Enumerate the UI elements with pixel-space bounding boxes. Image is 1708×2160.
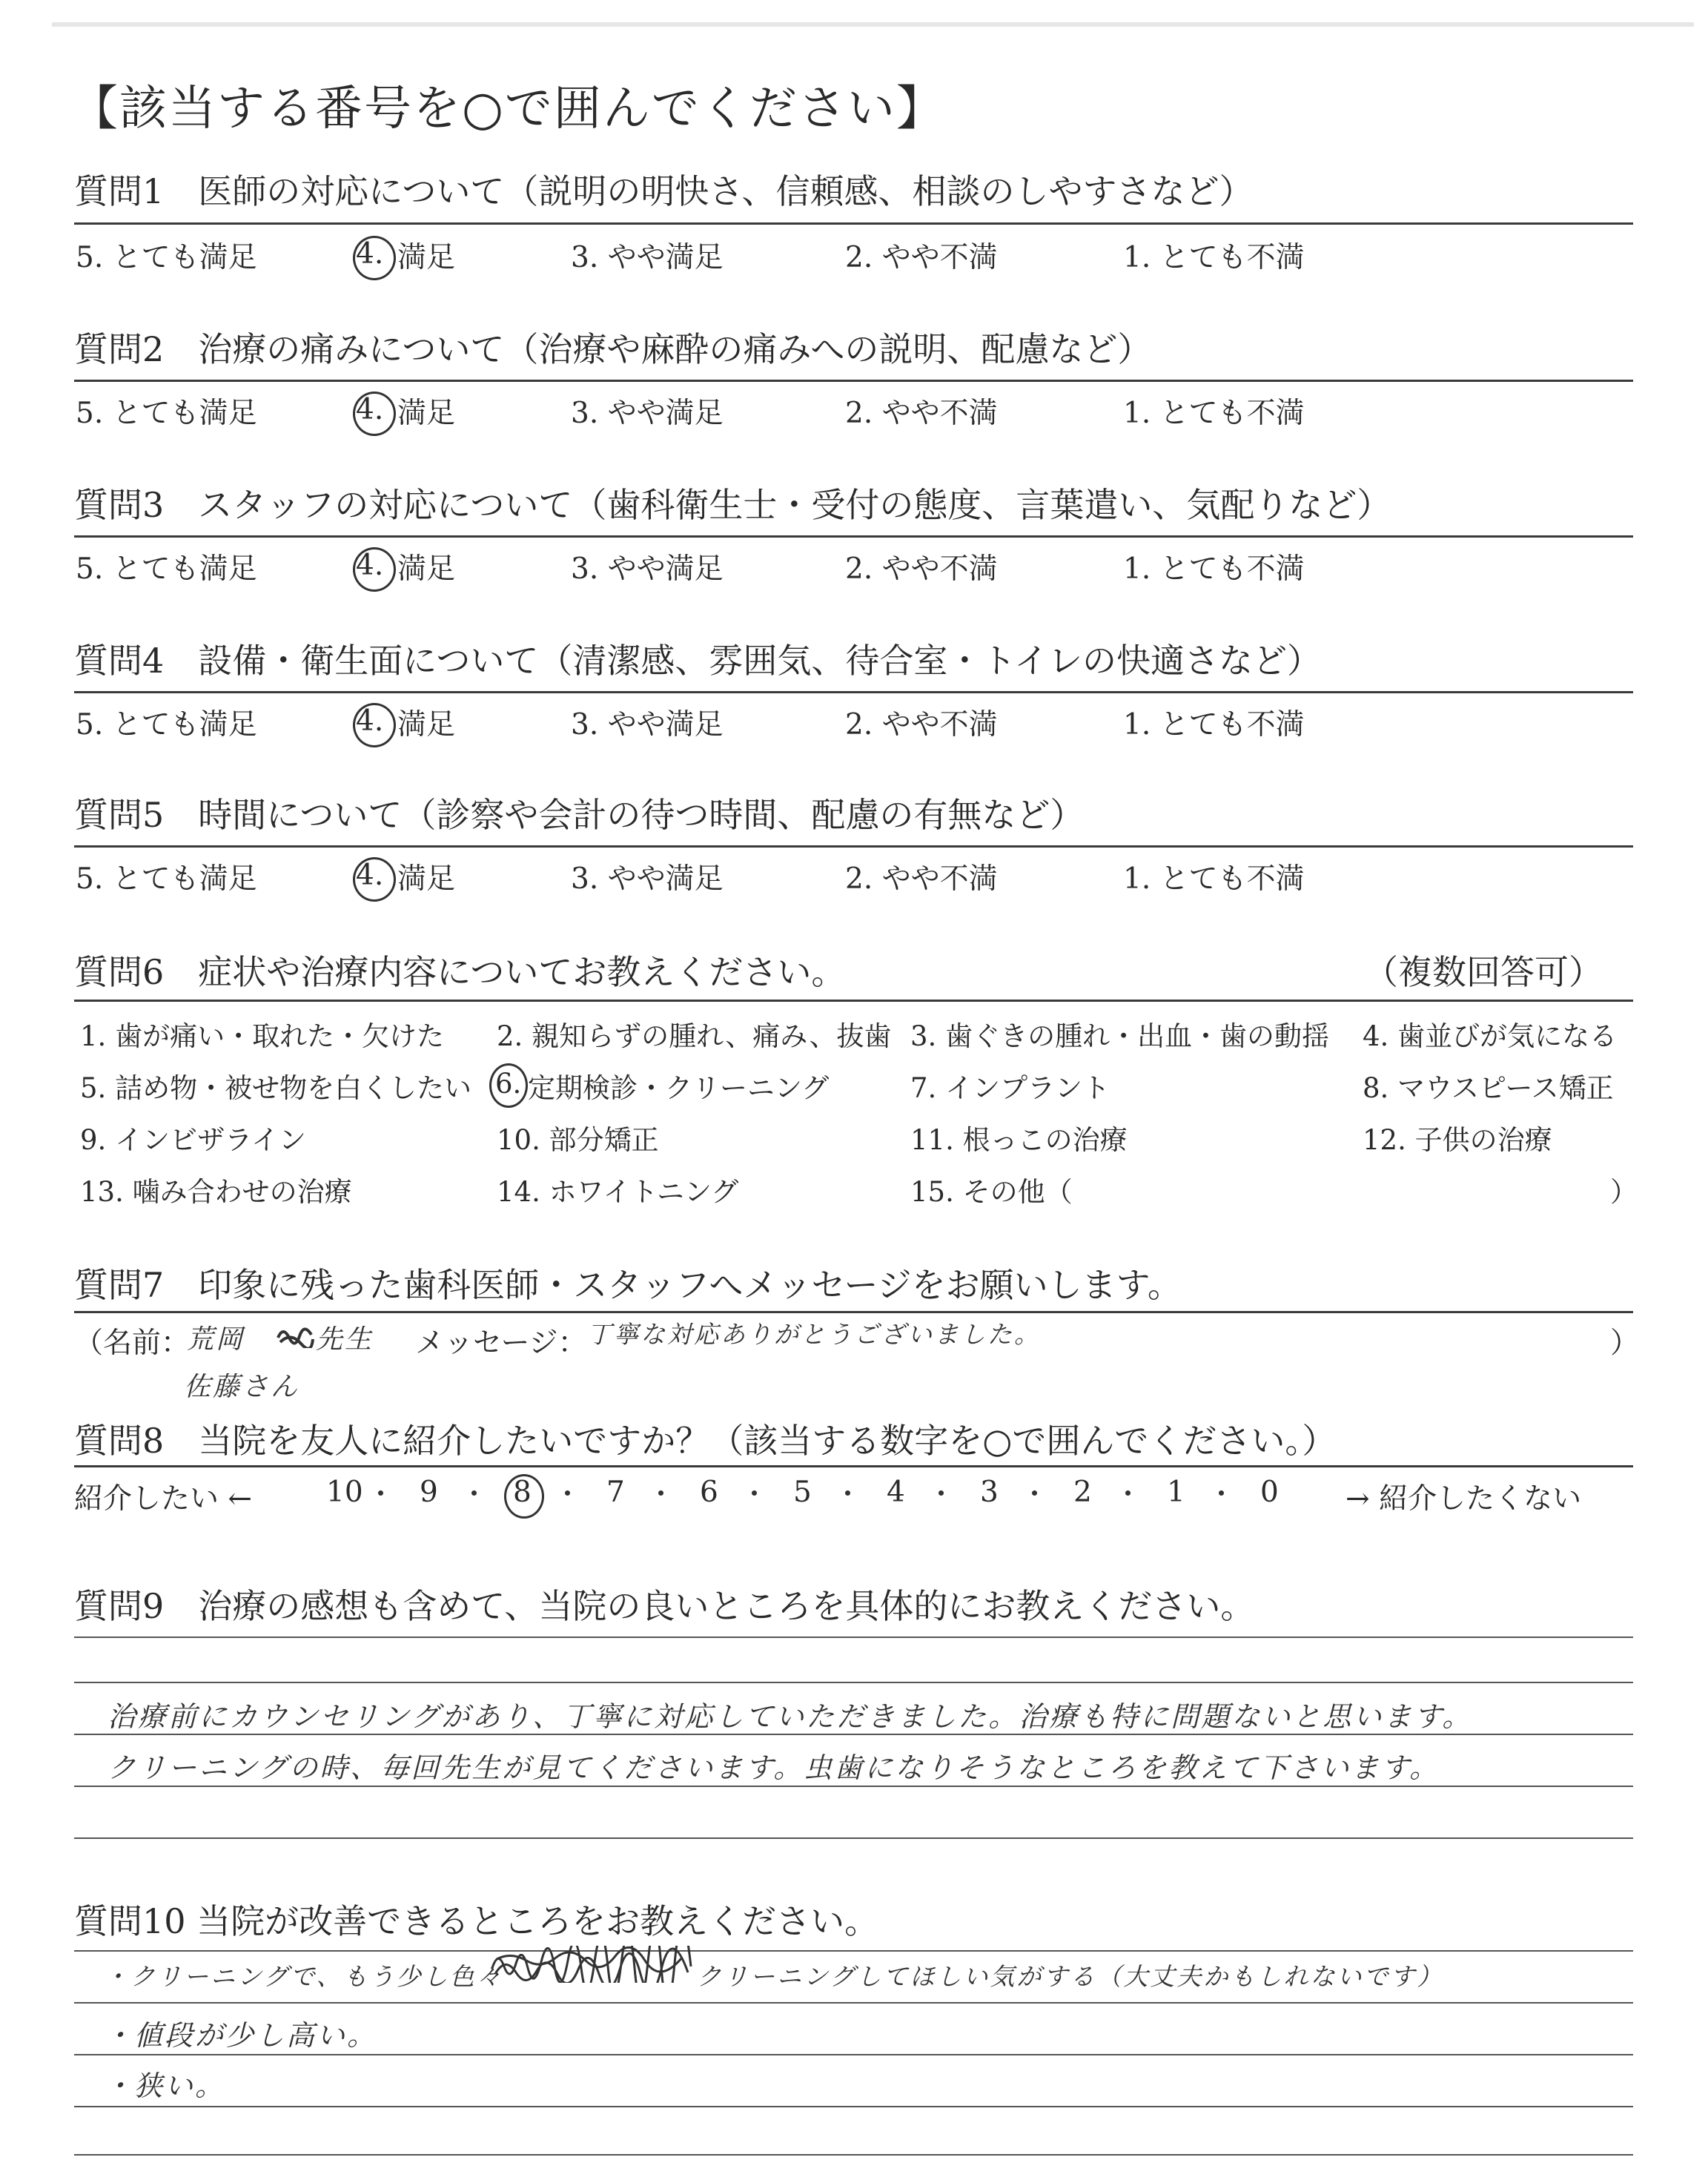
option-3: 3. やや満足 xyxy=(571,552,724,586)
scale-separator-dot xyxy=(845,1490,850,1496)
option-4-label: 満足 xyxy=(397,552,456,586)
q10-answer-line-2: ・値段が少し高い。 xyxy=(104,2019,378,2052)
option-4-number[interactable]: 4. xyxy=(356,237,384,271)
selection-circle xyxy=(353,703,396,747)
option-2: 2. やや不満 xyxy=(845,862,998,896)
rule xyxy=(74,691,1633,693)
option-4-number[interactable]: 4. xyxy=(356,704,384,738)
option-5: 5. とても満足 xyxy=(76,397,257,430)
q6-item-14: 14. ホワイトニング xyxy=(497,1176,739,1208)
question-3: 質問3 スタッフの対応について（歯科衛生士・受付の態度、言葉遣い、気配りなど） xyxy=(74,485,1391,525)
option-2: 2. やや不満 xyxy=(845,241,998,274)
option-4-label: 満足 xyxy=(397,862,456,896)
q6-item-1: 1. 歯が痛い・取れた・欠けた xyxy=(80,1020,445,1052)
scale-right-label: → 紹介したくない xyxy=(1345,1482,1582,1516)
q6-item-5: 5. 詰め物・被せ物を白くしたい xyxy=(80,1072,472,1104)
question-1: 質問1 医師の対応について（説明の明快さ、信頼感、相談のしやすさなど） xyxy=(74,171,1254,211)
rule xyxy=(74,380,1633,382)
page-title: 【該当する番号を○で囲んでください】 xyxy=(70,82,945,136)
message-label: メッセージ： xyxy=(415,1327,587,1360)
q6-item-9: 9. インビザライン xyxy=(80,1124,306,1156)
option-4-number[interactable]: 4. xyxy=(356,859,384,892)
option-4-label: 満足 xyxy=(397,241,456,274)
scale-separator-dot xyxy=(471,1490,477,1496)
selection-circle xyxy=(504,1474,544,1519)
question-6-note: （複数回答可） xyxy=(1364,952,1603,992)
option-4-number[interactable]: 4. xyxy=(356,549,384,582)
q6-item-7: 7. インプラント xyxy=(910,1072,1110,1104)
q6-item-11: 11. 根っこの治療 xyxy=(910,1124,1128,1156)
option-1: 1. とても不満 xyxy=(1123,241,1305,274)
question-7: 質問7 印象に残った歯科医師・スタッフへメッセージをお願いします。 xyxy=(74,1265,1182,1305)
option-5: 5. とても満足 xyxy=(76,708,257,742)
scale-left-label: 紹介したい ← xyxy=(74,1482,253,1516)
option-3: 3. やや満足 xyxy=(571,708,724,742)
scale-separator-dot xyxy=(378,1490,383,1496)
q6-item-4: 4. 歯並びが気になる xyxy=(1363,1020,1618,1052)
scale-number[interactable]: 4 xyxy=(887,1476,905,1509)
rule xyxy=(74,1636,1633,1638)
scale-number[interactable]: 10 xyxy=(326,1476,363,1509)
option-3: 3. やや満足 xyxy=(571,862,724,896)
option-1: 1. とても不満 xyxy=(1123,552,1305,586)
scale-separator-dot xyxy=(658,1490,663,1496)
option-2: 2. やや不満 xyxy=(845,552,998,586)
rule xyxy=(74,2154,1633,2156)
question-8: 質問8 当院を友人に紹介したいですか？（該当する数字を○で囲んでください。） xyxy=(74,1421,1337,1461)
scale-separator-dot xyxy=(1219,1490,1224,1496)
rule xyxy=(74,1000,1633,1002)
scale-separator-dot xyxy=(752,1490,757,1496)
option-3: 3. やや満足 xyxy=(571,241,724,274)
option-1: 1. とても不満 xyxy=(1123,397,1305,430)
rule xyxy=(74,1682,1633,1683)
rule xyxy=(74,535,1633,538)
rule xyxy=(74,1786,1633,1787)
scale-separator-dot xyxy=(1125,1490,1131,1496)
question-4: 質問4 設備・衛生面について（清潔感、雰囲気、待合室・トイレの快適さなど） xyxy=(74,641,1322,681)
rule xyxy=(74,1837,1633,1839)
q6-item-13: 13. 噛み合わせの治療 xyxy=(80,1176,352,1208)
scale-number[interactable]: 6 xyxy=(700,1476,718,1509)
rule xyxy=(74,222,1633,225)
q6-item-15-close: ） xyxy=(1610,1176,1638,1208)
scale-number[interactable]: 1 xyxy=(1167,1476,1185,1509)
scale-number[interactable]: 9 xyxy=(420,1476,438,1509)
handwritten-message: 丁寧な対応ありがとうございました。 xyxy=(587,1320,1041,1349)
q6-item-12: 12. 子供の治療 xyxy=(1363,1124,1552,1156)
question-5: 質問5 時間について（診察や会計の待つ時間、配慮の有無など） xyxy=(74,795,1085,835)
rule xyxy=(74,1311,1633,1313)
rule xyxy=(74,2054,1633,2055)
option-1: 1. とても不満 xyxy=(1123,708,1305,742)
handwritten-name: 荒岡 xyxy=(187,1324,245,1355)
q9-answer-line-1: 治療前にカウンセリングがあり、丁寧に対応していただきました。治療も特に問題ないと思います。 xyxy=(107,1700,1473,1733)
question-2: 質問2 治療の痛みについて（治療や麻酔の痛みへの説明、配慮など） xyxy=(74,329,1152,369)
rule xyxy=(74,2002,1633,2004)
option-1: 1. とても不満 xyxy=(1123,862,1305,896)
handwritten-name-2: 佐藤さん xyxy=(184,1372,300,1402)
option-4-label: 満足 xyxy=(397,397,456,430)
q6-item-2: 2. 親知らずの腫れ、痛み、抜歯 xyxy=(497,1020,892,1052)
selection-circle xyxy=(353,392,396,436)
option-5: 5. とても満足 xyxy=(76,241,257,274)
question-10: 質問10 当院が改善できるところをお教えください。 xyxy=(74,1901,879,1941)
scale-number[interactable]: 8 xyxy=(513,1476,532,1509)
option-2: 2. やや不満 xyxy=(845,397,998,430)
question-9: 質問9 治療の感想も含めて、当院の良いところを具体的にお教えください。 xyxy=(74,1586,1255,1626)
scan-edge xyxy=(52,22,1694,27)
name-label: （名前： xyxy=(74,1327,191,1360)
q10-answer-line-1b: クリーニングしてほしい気がする（大丈夫かもしれないです） xyxy=(697,1962,1444,1991)
scale-number[interactable]: 3 xyxy=(980,1476,999,1509)
scale-separator-dot xyxy=(1032,1490,1037,1496)
question-6: 質問6 症状や治療内容についてお教えください。 xyxy=(74,952,846,992)
option-4-number[interactable]: 4. xyxy=(356,393,384,426)
q6-item-3: 3. 歯ぐきの腫れ・出血・歯の動揺 xyxy=(910,1020,1330,1052)
selection-circle xyxy=(353,236,396,280)
selection-circle xyxy=(489,1063,528,1108)
q6-item-10: 10. 部分矯正 xyxy=(497,1124,659,1156)
q6-item-6-label: 定期検診・クリーニング xyxy=(528,1072,830,1104)
scale-number[interactable]: 2 xyxy=(1073,1476,1092,1509)
q10-answer-line-1a: ・クリーニングで、もう少し色々 xyxy=(104,1962,503,1991)
option-3: 3. やや満足 xyxy=(571,397,724,430)
q6-item-6-number[interactable]: 6. xyxy=(495,1068,522,1100)
scribble-mark xyxy=(489,1946,697,1983)
scale-separator-dot xyxy=(939,1490,944,1496)
message-close: ） xyxy=(1610,1327,1640,1360)
q10-answer-line-3: ・狭い。 xyxy=(104,2070,226,2102)
handwritten-honorific: 先生 xyxy=(316,1324,374,1355)
option-4-label: 満足 xyxy=(397,708,456,742)
rule xyxy=(74,2106,1633,2107)
scribble-mark xyxy=(276,1323,314,1348)
q9-answer-line-2: クリーニングの時、毎回先生が見てくださいます。虫歯になりそうなところを教えて下さいます。 xyxy=(107,1751,1440,1784)
selection-circle xyxy=(353,857,396,902)
q6-item-15: 15. その他（ xyxy=(910,1176,1073,1208)
option-2: 2. やや不満 xyxy=(845,708,998,742)
rule xyxy=(74,1465,1633,1467)
option-5: 5. とても満足 xyxy=(76,862,257,896)
option-5: 5. とても満足 xyxy=(76,552,257,586)
rule xyxy=(74,1950,1633,1952)
scale-number[interactable]: 7 xyxy=(606,1476,625,1509)
selection-circle xyxy=(353,547,396,592)
q6-item-8: 8. マウスピース矯正 xyxy=(1363,1072,1614,1104)
scale-separator-dot xyxy=(565,1490,570,1496)
scale-number[interactable]: 0 xyxy=(1260,1476,1279,1509)
scale-number[interactable]: 5 xyxy=(793,1476,812,1509)
rule xyxy=(74,845,1633,848)
